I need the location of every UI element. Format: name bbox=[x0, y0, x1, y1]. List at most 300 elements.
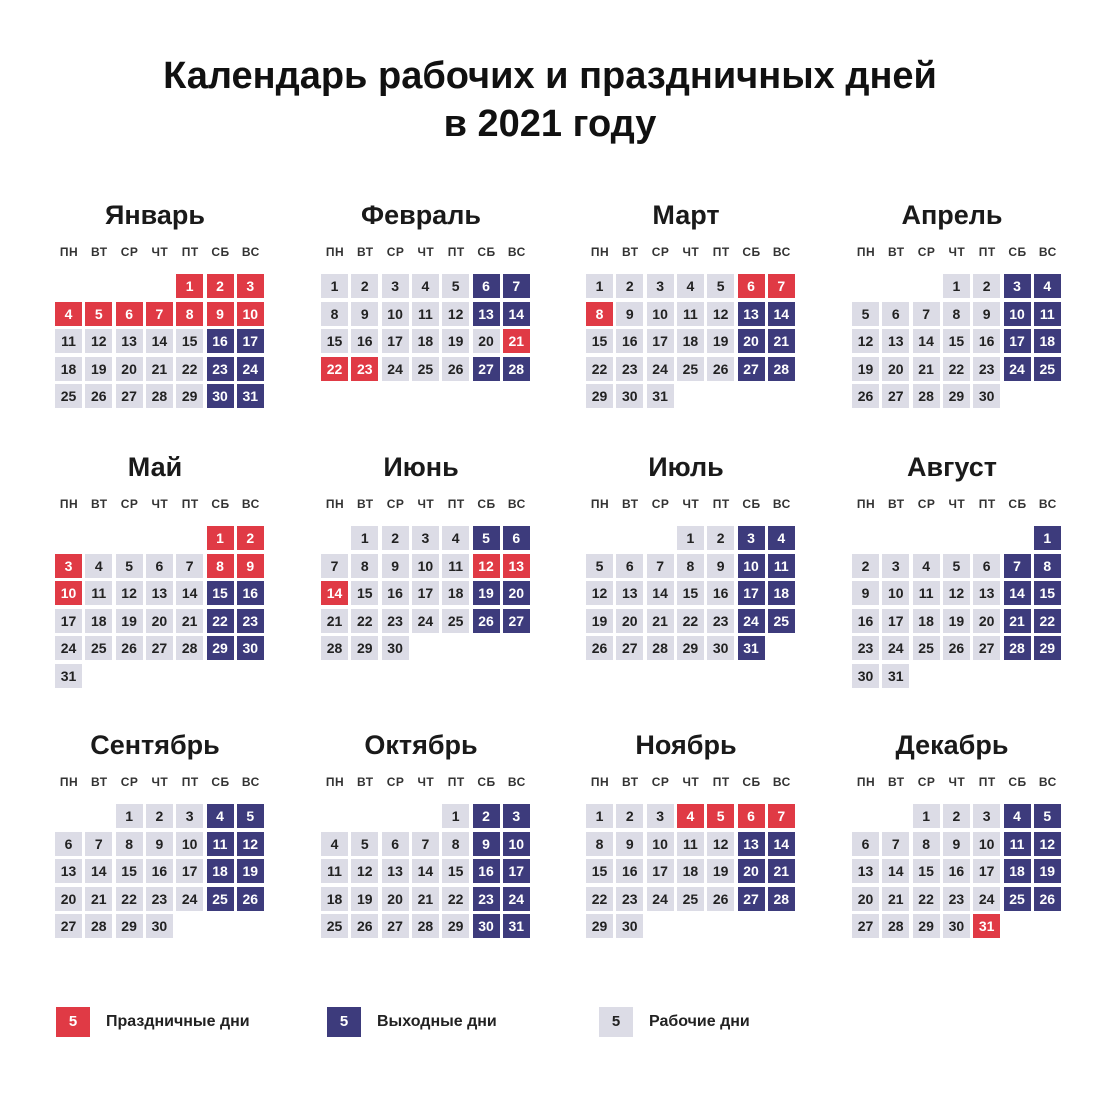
day-cell-workday: 1 bbox=[913, 804, 940, 828]
day-cell-workday: 16 bbox=[616, 859, 643, 883]
day-cell-workday: 25 bbox=[321, 914, 348, 938]
day-cell-workday: 25 bbox=[677, 887, 704, 911]
day-cell-workday: 5 bbox=[351, 832, 378, 856]
weekday-label: ВС bbox=[507, 497, 526, 511]
weekday-label: СР bbox=[651, 775, 670, 789]
day-cell-weekend: 26 bbox=[237, 887, 264, 911]
day-cell-weekend: 11 bbox=[768, 554, 795, 578]
day-cell-weekend: 13 bbox=[738, 832, 765, 856]
day-cell-workday: 14 bbox=[913, 329, 940, 353]
day-cell-weekend: 29 bbox=[1034, 636, 1061, 660]
weekday-label: СБ bbox=[211, 245, 230, 259]
day-cell-workday: 14 bbox=[647, 581, 674, 605]
month-name: Май bbox=[127, 452, 183, 482]
month-name: Июнь bbox=[383, 452, 459, 482]
day-cell-workday: 29 bbox=[913, 914, 940, 938]
day-cell-weekend: 5 bbox=[237, 804, 264, 828]
day-cell-workday: 8 bbox=[943, 302, 970, 326]
day-cell-workday: 18 bbox=[412, 329, 439, 353]
day-cell-workday: 16 bbox=[351, 329, 378, 353]
day-cell-workday: 20 bbox=[382, 887, 409, 911]
day-cell-weekend: 6 bbox=[503, 526, 530, 550]
day-cell-weekend: 27 bbox=[503, 609, 530, 633]
weekday-label: ПТ bbox=[181, 775, 199, 789]
day-cell-workday: 31 bbox=[882, 664, 909, 688]
day-cell-workday: 9 bbox=[852, 581, 879, 605]
day-cell-workday: 4 bbox=[85, 554, 112, 578]
weekday-label: ПН bbox=[856, 497, 876, 511]
day-cell-workday: 17 bbox=[647, 329, 674, 353]
day-cell-workday: 26 bbox=[116, 636, 143, 660]
day-cell-workday: 29 bbox=[677, 636, 704, 660]
day-cell-holiday: 8 bbox=[586, 302, 613, 326]
month-name: Июль bbox=[648, 452, 724, 482]
day-cell-workday: 26 bbox=[852, 384, 879, 408]
day-cell-holiday: 3 bbox=[55, 554, 82, 578]
day-cell-holiday: 2 bbox=[237, 526, 264, 550]
day-cell-workday: 16 bbox=[382, 581, 409, 605]
day-cell-weekend: 23 bbox=[207, 357, 234, 381]
day-cell-weekend: 22 bbox=[207, 609, 234, 633]
day-cell-weekend: 12 bbox=[1034, 832, 1061, 856]
day-cell-weekend: 25 bbox=[1004, 887, 1031, 911]
day-cell-workday: 9 bbox=[707, 554, 734, 578]
day-cell-workday: 30 bbox=[382, 636, 409, 660]
month-name: Апрель bbox=[901, 200, 1003, 230]
weekday-label: ПТ bbox=[181, 497, 199, 511]
day-cell-workday: 24 bbox=[412, 609, 439, 633]
day-cell-workday: 26 bbox=[351, 914, 378, 938]
day-cell-workday: 7 bbox=[85, 832, 112, 856]
day-cell-workday: 15 bbox=[176, 329, 203, 353]
day-cell-workday: 22 bbox=[677, 609, 704, 633]
day-cell-workday: 17 bbox=[973, 859, 1000, 883]
day-cell-workday: 20 bbox=[973, 609, 1000, 633]
day-cell-workday: 11 bbox=[412, 302, 439, 326]
day-cell-workday: 17 bbox=[882, 609, 909, 633]
weekday-label: ЧТ bbox=[948, 245, 966, 259]
day-cell-workday: 24 bbox=[647, 887, 674, 911]
day-cell-workday: 21 bbox=[85, 887, 112, 911]
weekday-label: ЧТ bbox=[682, 775, 700, 789]
day-cell-workday: 6 bbox=[882, 302, 909, 326]
day-cell-workday: 28 bbox=[146, 384, 173, 408]
day-cell-workday: 28 bbox=[412, 914, 439, 938]
day-cell-workday: 18 bbox=[85, 609, 112, 633]
month-name: Март bbox=[652, 200, 720, 230]
day-cell-weekend: 27 bbox=[738, 357, 765, 381]
day-cell-workday: 4 bbox=[412, 274, 439, 298]
day-cell-workday: 19 bbox=[943, 609, 970, 633]
day-cell-weekend: 13 bbox=[738, 302, 765, 326]
day-cell-weekend: 4 bbox=[1004, 804, 1031, 828]
day-cell-weekend: 10 bbox=[738, 554, 765, 578]
day-cell-workday: 12 bbox=[351, 859, 378, 883]
day-cell-weekend: 17 bbox=[1004, 329, 1031, 353]
day-cell-workday: 21 bbox=[412, 887, 439, 911]
page-title bbox=[0, 52, 1100, 148]
day-cell-workday: 10 bbox=[382, 302, 409, 326]
month-name: Ноябрь bbox=[635, 730, 737, 760]
day-cell-weekend: 16 bbox=[237, 581, 264, 605]
day-cell-workday: 4 bbox=[442, 526, 469, 550]
weekday-label: ПТ bbox=[181, 245, 199, 259]
day-cell-workday: 23 bbox=[616, 887, 643, 911]
day-cell-weekend: 19 bbox=[237, 859, 264, 883]
weekday-label: ПН bbox=[325, 245, 345, 259]
day-cell-workday: 24 bbox=[55, 636, 82, 660]
day-cell-workday: 23 bbox=[616, 357, 643, 381]
day-cell-weekend: 6 bbox=[473, 274, 500, 298]
day-cell-workday: 31 bbox=[55, 664, 82, 688]
day-cell-workday: 14 bbox=[882, 859, 909, 883]
day-cell-weekend: 9 bbox=[473, 832, 500, 856]
weekday-label: СБ bbox=[211, 775, 230, 789]
day-cell-workday: 22 bbox=[586, 887, 613, 911]
weekday-label: СБ bbox=[477, 245, 496, 259]
weekday-label: ЧТ bbox=[417, 497, 435, 511]
day-cell-workday: 6 bbox=[852, 832, 879, 856]
weekday-label: ВТ bbox=[91, 497, 108, 511]
day-cell-workday: 28 bbox=[647, 636, 674, 660]
day-cell-workday: 14 bbox=[146, 329, 173, 353]
day-cell-holiday: 9 bbox=[207, 302, 234, 326]
weekday-label: СР bbox=[917, 245, 936, 259]
day-cell-workday: 18 bbox=[677, 859, 704, 883]
day-cell-weekend: 20 bbox=[503, 581, 530, 605]
weekday-label: ПН bbox=[59, 245, 79, 259]
day-cell-holiday: 3 bbox=[237, 274, 264, 298]
day-cell-weekend: 28 bbox=[1004, 636, 1031, 660]
weekday-label: ВС bbox=[772, 245, 791, 259]
day-cell-workday: 14 bbox=[176, 581, 203, 605]
weekday-label: ПТ bbox=[447, 245, 465, 259]
day-cell-workday: 12 bbox=[442, 302, 469, 326]
weekday-label: ПН bbox=[59, 497, 79, 511]
day-cell-workday: 22 bbox=[442, 887, 469, 911]
day-cell-weekend: 18 bbox=[207, 859, 234, 883]
day-cell-workday: 10 bbox=[882, 581, 909, 605]
day-cell-workday: 29 bbox=[116, 914, 143, 938]
day-cell-workday: 24 bbox=[973, 887, 1000, 911]
day-cell-holiday: 7 bbox=[146, 302, 173, 326]
weekday-label: ПН bbox=[856, 245, 876, 259]
weekday-label: ЧТ bbox=[151, 497, 169, 511]
day-cell-workday: 9 bbox=[943, 832, 970, 856]
day-cell-holiday: 4 bbox=[677, 804, 704, 828]
weekday-label: ВС bbox=[1038, 497, 1057, 511]
day-cell-workday: 29 bbox=[586, 914, 613, 938]
weekday-label: ВТ bbox=[91, 245, 108, 259]
weekday-label: ВТ bbox=[622, 245, 639, 259]
weekday-label: ВС bbox=[772, 497, 791, 511]
day-cell-workday: 13 bbox=[852, 859, 879, 883]
weekday-label: СР bbox=[917, 497, 936, 511]
day-cell-weekend: 7 bbox=[1004, 554, 1031, 578]
day-cell-workday: 2 bbox=[146, 804, 173, 828]
month-name: Февраль bbox=[361, 200, 481, 230]
day-cell-workday: 8 bbox=[586, 832, 613, 856]
day-cell-weekend: 18 bbox=[1034, 329, 1061, 353]
day-cell-workday: 21 bbox=[176, 609, 203, 633]
weekday-label: ПН bbox=[590, 775, 610, 789]
legend-label: Праздничные дни bbox=[106, 1013, 250, 1030]
day-cell-workday: 19 bbox=[852, 357, 879, 381]
day-cell-workday: 29 bbox=[586, 384, 613, 408]
day-cell-workday: 26 bbox=[442, 357, 469, 381]
day-cell-workday: 7 bbox=[647, 554, 674, 578]
weekday-label: ВТ bbox=[888, 497, 905, 511]
day-cell-workday: 3 bbox=[647, 274, 674, 298]
day-cell-workday: 3 bbox=[973, 804, 1000, 828]
day-cell-workday: 5 bbox=[852, 302, 879, 326]
day-cell-workday: 2 bbox=[616, 804, 643, 828]
day-cell-workday: 19 bbox=[351, 887, 378, 911]
day-cell-workday: 24 bbox=[176, 887, 203, 911]
day-cell-workday: 17 bbox=[382, 329, 409, 353]
day-cell-workday: 15 bbox=[943, 329, 970, 353]
day-cell-workday: 3 bbox=[412, 526, 439, 550]
day-cell-workday: 13 bbox=[882, 329, 909, 353]
weekday-label: ВС bbox=[1038, 775, 1057, 789]
day-cell-workday: 26 bbox=[707, 357, 734, 381]
day-cell-workday: 1 bbox=[586, 274, 613, 298]
day-cell-workday: 7 bbox=[882, 832, 909, 856]
day-cell-weekend: 25 bbox=[768, 609, 795, 633]
weekday-label: ВС bbox=[241, 497, 260, 511]
day-cell-workday: 22 bbox=[586, 357, 613, 381]
day-cell-weekend: 11 bbox=[207, 832, 234, 856]
weekday-label: ВТ bbox=[622, 497, 639, 511]
day-cell-workday: 21 bbox=[882, 887, 909, 911]
day-cell-workday: 9 bbox=[382, 554, 409, 578]
weekday-label: ЧТ bbox=[682, 497, 700, 511]
weekday-label: ВТ bbox=[888, 245, 905, 259]
day-cell-workday: 11 bbox=[442, 554, 469, 578]
weekday-label: СР bbox=[386, 245, 405, 259]
day-cell-weekend: 27 bbox=[473, 357, 500, 381]
day-cell-workday: 11 bbox=[677, 302, 704, 326]
weekday-label: ПТ bbox=[978, 245, 996, 259]
day-cell-workday: 20 bbox=[616, 609, 643, 633]
day-cell-weekend: 14 bbox=[768, 302, 795, 326]
day-cell-workday: 20 bbox=[146, 609, 173, 633]
day-cell-weekend: 12 bbox=[237, 832, 264, 856]
day-cell-workday: 22 bbox=[116, 887, 143, 911]
day-cell-workday: 12 bbox=[943, 581, 970, 605]
day-cell-weekend: 20 bbox=[738, 329, 765, 353]
weekday-label: СБ bbox=[742, 775, 761, 789]
day-cell-workday: 15 bbox=[321, 329, 348, 353]
day-cell-weekend: 18 bbox=[1004, 859, 1031, 883]
day-cell-holiday: 9 bbox=[237, 554, 264, 578]
day-cell-weekend: 24 bbox=[503, 887, 530, 911]
day-cell-weekend: 31 bbox=[738, 636, 765, 660]
day-cell-workday: 8 bbox=[442, 832, 469, 856]
day-cell-workday: 28 bbox=[882, 914, 909, 938]
day-cell-workday: 16 bbox=[973, 329, 1000, 353]
day-cell-workday: 20 bbox=[473, 329, 500, 353]
day-cell-workday: 23 bbox=[707, 609, 734, 633]
day-cell-workday: 30 bbox=[707, 636, 734, 660]
day-cell-weekend: 4 bbox=[768, 526, 795, 550]
day-cell-workday: 15 bbox=[586, 859, 613, 883]
weekday-label: ВТ bbox=[357, 245, 374, 259]
day-cell-weekend: 14 bbox=[503, 302, 530, 326]
day-cell-weekend: 24 bbox=[738, 609, 765, 633]
day-cell-workday: 16 bbox=[146, 859, 173, 883]
day-cell-workday: 11 bbox=[85, 581, 112, 605]
legend-swatch: 5 bbox=[599, 1007, 633, 1037]
day-cell-workday: 9 bbox=[616, 302, 643, 326]
day-cell-workday: 23 bbox=[382, 609, 409, 633]
weekday-label: ВТ bbox=[357, 775, 374, 789]
day-cell-workday: 14 bbox=[85, 859, 112, 883]
day-cell-workday: 21 bbox=[647, 609, 674, 633]
day-cell-weekend: 24 bbox=[237, 357, 264, 381]
day-cell-workday: 8 bbox=[677, 554, 704, 578]
day-cell-weekend: 30 bbox=[473, 914, 500, 938]
day-cell-workday: 22 bbox=[176, 357, 203, 381]
day-cell-weekend: 25 bbox=[207, 887, 234, 911]
day-cell-workday: 2 bbox=[852, 554, 879, 578]
legend-label: Выходные дни bbox=[377, 1013, 497, 1030]
weekday-label: СБ bbox=[1008, 245, 1027, 259]
day-cell-holiday: 6 bbox=[116, 302, 143, 326]
day-cell-holiday: 23 bbox=[351, 357, 378, 381]
day-cell-workday: 18 bbox=[321, 887, 348, 911]
weekday-label: ПН bbox=[325, 775, 345, 789]
day-cell-weekend: 27 bbox=[738, 887, 765, 911]
day-cell-holiday: 10 bbox=[55, 581, 82, 605]
day-cell-weekend: 3 bbox=[503, 804, 530, 828]
day-cell-workday: 6 bbox=[146, 554, 173, 578]
weekday-label: ЧТ bbox=[151, 245, 169, 259]
day-cell-workday: 27 bbox=[882, 384, 909, 408]
day-cell-workday: 25 bbox=[55, 384, 82, 408]
weekday-label: СР bbox=[120, 497, 139, 511]
day-cell-workday: 27 bbox=[616, 636, 643, 660]
day-cell-holiday: 14 bbox=[321, 581, 348, 605]
day-cell-workday: 18 bbox=[442, 581, 469, 605]
day-cell-workday: 11 bbox=[321, 859, 348, 883]
day-cell-workday: 1 bbox=[677, 526, 704, 550]
day-cell-weekend: 14 bbox=[1004, 581, 1031, 605]
day-cell-workday: 23 bbox=[943, 887, 970, 911]
day-cell-weekend: 22 bbox=[1034, 609, 1061, 633]
day-cell-workday: 4 bbox=[677, 274, 704, 298]
day-cell-holiday: 21 bbox=[503, 329, 530, 353]
day-cell-weekend: 18 bbox=[768, 581, 795, 605]
day-cell-workday: 10 bbox=[412, 554, 439, 578]
weekday-label: СБ bbox=[742, 245, 761, 259]
day-cell-workday: 18 bbox=[55, 357, 82, 381]
day-cell-workday: 16 bbox=[852, 609, 879, 633]
day-cell-workday: 12 bbox=[586, 581, 613, 605]
day-cell-workday: 12 bbox=[852, 329, 879, 353]
day-cell-workday: 5 bbox=[707, 274, 734, 298]
weekday-label: ЧТ bbox=[682, 245, 700, 259]
day-cell-workday: 12 bbox=[116, 581, 143, 605]
day-cell-weekend: 3 bbox=[738, 526, 765, 550]
day-cell-holiday: 22 bbox=[321, 357, 348, 381]
weekday-label: ВТ bbox=[91, 775, 108, 789]
day-cell-workday: 20 bbox=[55, 887, 82, 911]
day-cell-weekend: 13 bbox=[473, 302, 500, 326]
weekday-label: ПТ bbox=[978, 775, 996, 789]
day-cell-workday: 13 bbox=[616, 581, 643, 605]
day-cell-workday: 30 bbox=[852, 664, 879, 688]
day-cell-weekend: 29 bbox=[207, 636, 234, 660]
day-cell-workday: 18 bbox=[913, 609, 940, 633]
day-cell-workday: 9 bbox=[616, 832, 643, 856]
day-cell-workday: 30 bbox=[146, 914, 173, 938]
day-cell-workday: 1 bbox=[943, 274, 970, 298]
day-cell-workday: 1 bbox=[351, 526, 378, 550]
weekday-label: СБ bbox=[742, 497, 761, 511]
day-cell-workday: 17 bbox=[55, 609, 82, 633]
day-cell-workday: 25 bbox=[913, 636, 940, 660]
day-cell-workday: 5 bbox=[943, 554, 970, 578]
day-cell-workday: 4 bbox=[321, 832, 348, 856]
day-cell-holiday: 31 bbox=[973, 914, 1000, 938]
weekday-label: СБ bbox=[1008, 497, 1027, 511]
day-cell-holiday: 5 bbox=[707, 804, 734, 828]
weekday-label: СР bbox=[651, 497, 670, 511]
day-cell-weekend: 23 bbox=[237, 609, 264, 633]
day-cell-holiday: 5 bbox=[85, 302, 112, 326]
day-cell-workday: 13 bbox=[55, 859, 82, 883]
day-cell-workday: 20 bbox=[116, 357, 143, 381]
title-line-1: Календарь рабочих и праздничных дней bbox=[163, 55, 937, 97]
month-name: Август bbox=[907, 452, 997, 482]
day-cell-workday: 13 bbox=[973, 581, 1000, 605]
day-cell-workday: 8 bbox=[321, 302, 348, 326]
day-cell-workday: 19 bbox=[85, 357, 112, 381]
day-cell-workday: 19 bbox=[707, 859, 734, 883]
day-cell-workday: 31 bbox=[647, 384, 674, 408]
day-cell-holiday: 8 bbox=[176, 302, 203, 326]
weekday-label: СР bbox=[651, 245, 670, 259]
day-cell-workday: 3 bbox=[647, 804, 674, 828]
day-cell-holiday: 7 bbox=[768, 804, 795, 828]
month-name: Октябрь bbox=[364, 730, 478, 760]
weekday-label: ЧТ bbox=[417, 775, 435, 789]
weekday-label: ПТ bbox=[447, 497, 465, 511]
day-cell-workday: 20 bbox=[882, 357, 909, 381]
day-cell-workday: 10 bbox=[647, 302, 674, 326]
day-cell-weekend: 30 bbox=[207, 384, 234, 408]
day-cell-workday: 30 bbox=[616, 914, 643, 938]
month-name: Сентябрь bbox=[90, 730, 220, 760]
day-cell-weekend: 19 bbox=[1034, 859, 1061, 883]
day-cell-workday: 15 bbox=[351, 581, 378, 605]
weekday-label: СБ bbox=[477, 775, 496, 789]
day-cell-workday: 15 bbox=[677, 581, 704, 605]
weekday-label: ПТ bbox=[712, 775, 730, 789]
day-cell-holiday: 7 bbox=[768, 274, 795, 298]
day-cell-workday: 30 bbox=[973, 384, 1000, 408]
day-cell-weekend: 3 bbox=[1004, 274, 1031, 298]
day-cell-workday: 26 bbox=[586, 636, 613, 660]
day-cell-weekend: 7 bbox=[503, 274, 530, 298]
day-cell-weekend: 16 bbox=[473, 859, 500, 883]
weekday-label: ВС bbox=[507, 245, 526, 259]
day-cell-workday: 4 bbox=[913, 554, 940, 578]
day-cell-workday: 22 bbox=[351, 609, 378, 633]
day-cell-weekend: 14 bbox=[768, 832, 795, 856]
day-cell-holiday: 10 bbox=[237, 302, 264, 326]
